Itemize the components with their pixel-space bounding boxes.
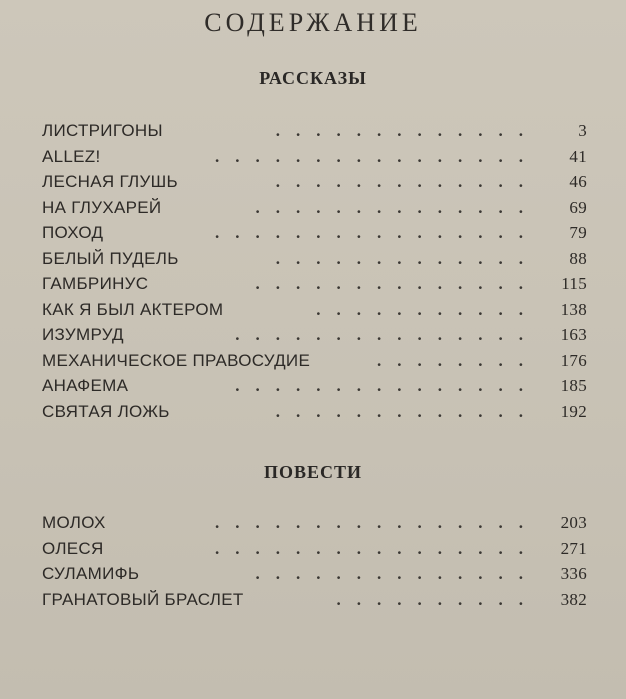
toc-entry (42, 144, 587, 170)
toc-entry-page: 382 (560, 589, 587, 609)
toc-entry-title: ИЗУМРУД (42, 325, 124, 344)
dot-leader: ................ (215, 513, 539, 532)
toc-entry-title: МОЛОХ (42, 513, 106, 532)
toc-entry (42, 118, 587, 144)
toc-entry-title: ГАМБРИНУС (42, 274, 149, 293)
toc-entry-title: СВЯТАЯ ЛОЖЬ (42, 401, 170, 421)
toc-entry (42, 195, 587, 221)
section-heading-stories: РАССКАЗЫ (259, 68, 367, 88)
toc-entry (42, 399, 587, 425)
toc-entry-page: 163 (560, 325, 587, 344)
dot-leader: .............. (255, 564, 539, 583)
toc-entry-page: 41 (569, 146, 587, 166)
dot-leader: .............. (255, 274, 539, 293)
toc-entry-page: 336 (560, 564, 587, 583)
toc-entry-title: СУЛАМИФЬ (42, 564, 140, 583)
dot-leader: ............... (235, 325, 539, 344)
dot-leader: ............. (275, 121, 539, 140)
toc-entry-title: БЕЛЫЙ ПУДЕЛЬ (42, 248, 179, 268)
toc-entry-page: 138 (560, 299, 587, 319)
toc-entry-page: 3 (578, 121, 587, 140)
toc-entry (42, 536, 587, 562)
toc-entry (42, 220, 587, 246)
toc-entry-title: ЛИСТРИГОНЫ (42, 121, 163, 140)
toc-entry-page: 185 (560, 376, 587, 395)
toc-entry-title: ПОХОД (42, 223, 104, 242)
dot-leader: .............. (255, 197, 539, 217)
page-title: СОДЕРЖАНИЕ (204, 8, 422, 37)
dot-leader: ................ (215, 538, 539, 558)
toc-entry-title: ОЛЕСЯ (42, 538, 104, 558)
toc-list-novellas (42, 510, 587, 612)
toc-entry-page: 192 (560, 401, 587, 421)
toc-entry-title: ГРАНАТОВЫЙ БРАСЛЕТ (42, 589, 244, 609)
toc-entry-title: ALLEZ! (42, 146, 101, 166)
toc-entry-page: 69 (569, 197, 587, 217)
toc-entry-page: 46 (569, 172, 587, 191)
toc-entry-page: 271 (560, 538, 587, 558)
dot-leader: ........... (316, 299, 539, 319)
toc-entry-title: НА ГЛУХАРЕЙ (42, 197, 162, 217)
dot-leader: ................ (215, 146, 539, 166)
toc-entry-title: АНАФЕМА (42, 376, 129, 395)
toc-entry-page: 115 (561, 274, 587, 293)
toc-entry (42, 169, 587, 195)
toc-entry (42, 561, 587, 587)
dot-leader: ............. (275, 172, 539, 191)
section-heading-novellas: ПОВЕСТИ (263, 462, 363, 482)
toc-entry (42, 587, 587, 613)
toc-entry (42, 297, 587, 323)
toc-entry (42, 510, 587, 536)
dot-leader: ........ (377, 350, 539, 370)
toc-entry (42, 271, 587, 297)
toc-entry-title: МЕХАНИЧЕСКОЕ ПРАВОСУДИЕ (42, 350, 311, 370)
toc-entry (42, 322, 587, 348)
dot-leader: .......... (336, 589, 539, 609)
toc-list-stories (42, 118, 587, 424)
toc-entry-title: ЛЕСНАЯ ГЛУШЬ (42, 172, 178, 191)
dot-leader: ................ (215, 223, 539, 242)
toc-entry-page: 203 (560, 513, 587, 532)
toc-entry (42, 246, 587, 272)
toc-entry-title: КАК Я БЫЛ АКТЕРОМ (42, 299, 224, 319)
toc-entry (42, 373, 587, 399)
toc-entry-page: 88 (569, 248, 587, 268)
dot-leader: ............... (235, 376, 539, 395)
toc-entry-page: 79 (569, 223, 587, 242)
dot-leader: ............. (275, 401, 539, 421)
dot-leader: ............. (275, 248, 539, 268)
toc-entry (42, 348, 587, 374)
toc-entry-page: 176 (560, 350, 587, 370)
